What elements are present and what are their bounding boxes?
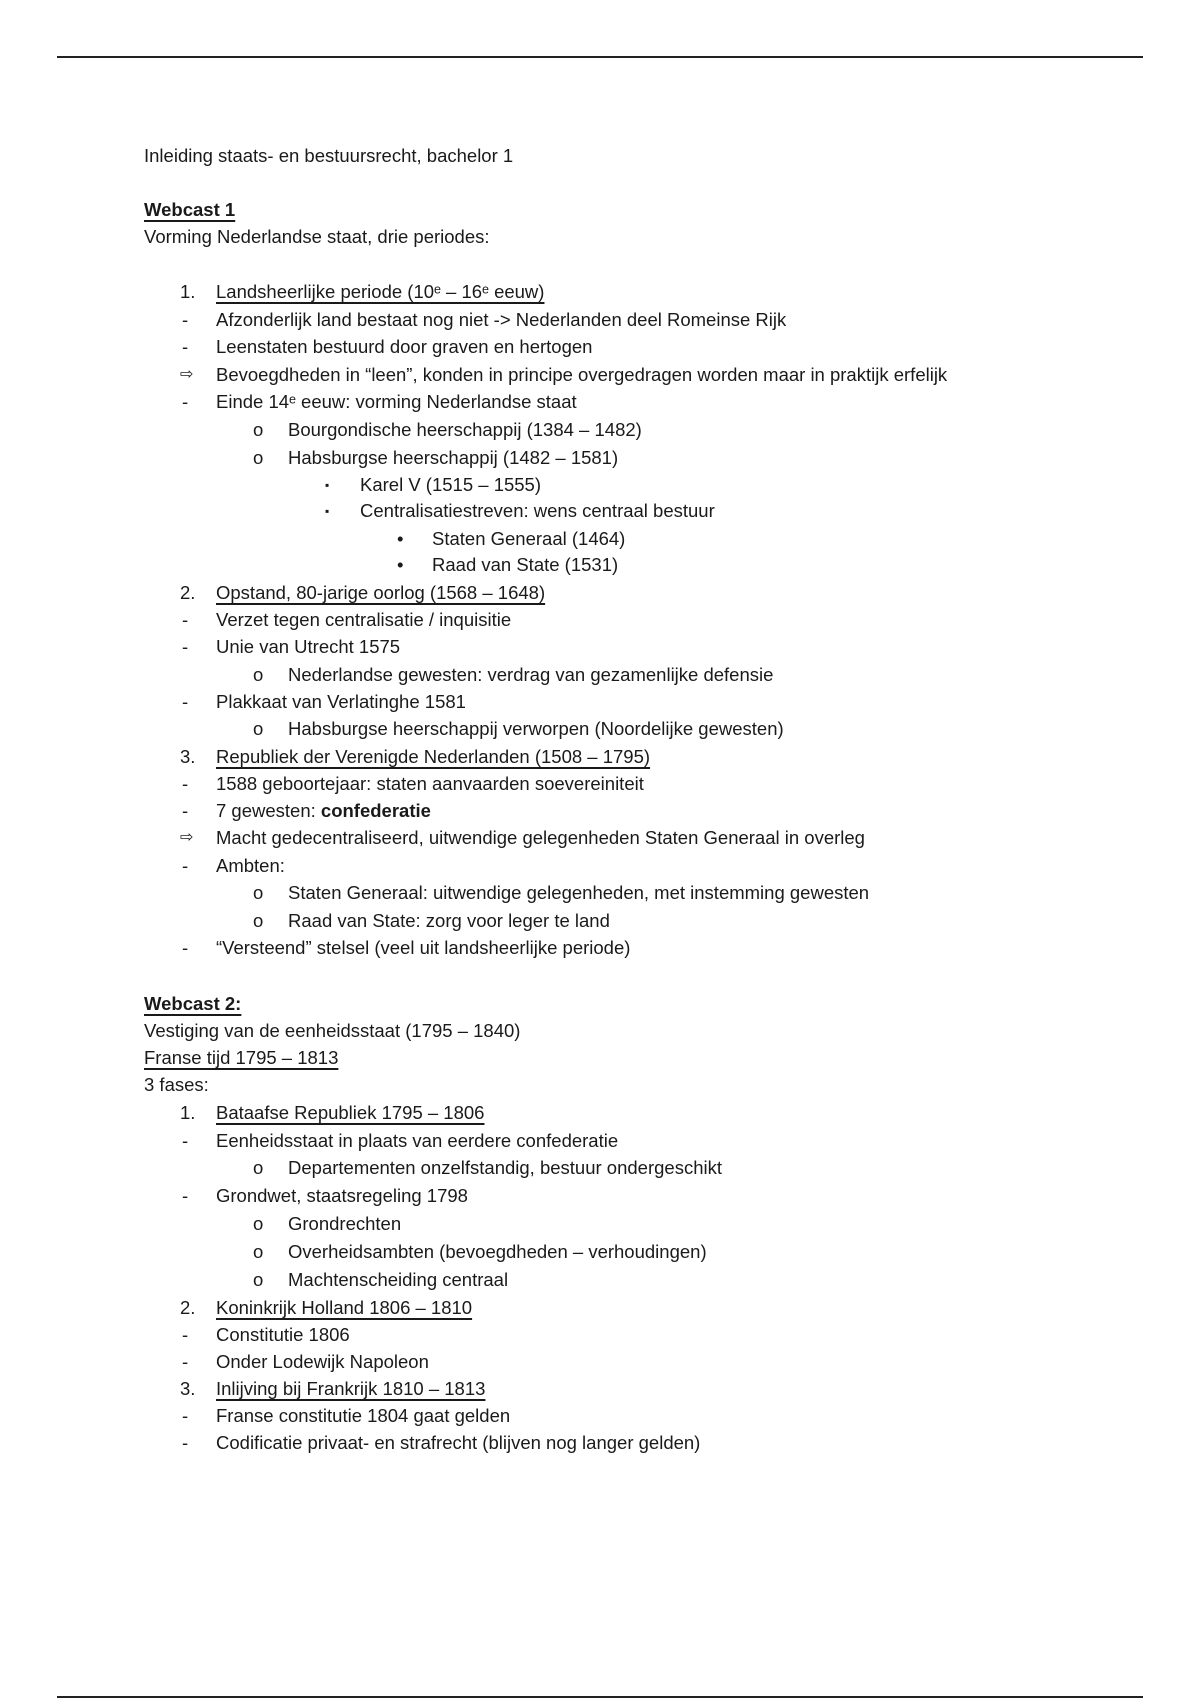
dash-bullet: - <box>182 1351 189 1372</box>
circle-bullet: o <box>253 419 264 440</box>
arrow-icon: ⇨ <box>180 366 194 383</box>
list-item-text: Bevoegdheden in “leen”, konden in principe overgedragen worden maar in praktijk erfelijk <box>216 364 948 385</box>
circle-bullet: o <box>253 1269 264 1290</box>
dash-bullet: - <box>182 391 189 412</box>
period2-title-text: Opstand, 80-jarige oorlog (1568 – 1648) <box>216 582 546 603</box>
list-number: 3. <box>180 746 196 767</box>
list-number: 3. <box>180 1378 196 1399</box>
dash-bullet: - <box>182 773 189 794</box>
list-item-text: Macht gedecentraliseerd, uitwendige gelegenheden Staten Generaal in overleg <box>216 827 865 848</box>
dot-bullet: • <box>397 554 404 575</box>
list-item-text: Departementen onzelfstandig, bestuur ondergeschikt <box>288 1157 722 1178</box>
dash-bullet: - <box>182 1324 189 1345</box>
circle-bullet: o <box>253 664 264 685</box>
circle-bullet: o <box>253 1241 264 1262</box>
list-item-text: Machtenscheiding centraal <box>288 1269 509 1290</box>
list-item-text: Grondwet, staatsregeling 1798 <box>216 1185 468 1206</box>
list-item-text: Unie van Utrecht 1575 <box>216 636 401 657</box>
list-item-text: Centralisatiestreven: wens centraal bestuur <box>360 500 715 521</box>
list-item-text: Overheidsambten (bevoegdheden – verhoudingen) <box>288 1241 707 1262</box>
circle-bullet: o <box>253 718 264 739</box>
list-item-text: Grondrechten <box>288 1213 402 1234</box>
circle-bullet: o <box>253 910 264 931</box>
title-text: Inleiding staats- en bestuursrecht, bachelor 1 <box>144 145 514 166</box>
dash-bullet: - <box>182 609 189 630</box>
franse-tijd-text: Franse tijd 1795 – 1813 <box>144 1047 339 1068</box>
list-item-text: Habsburgse heerschappij (1482 – 1581) <box>288 447 619 468</box>
list-number: 2. <box>180 582 196 603</box>
circle-bullet: o <box>253 1157 264 1178</box>
list-number: 1. <box>180 1102 196 1123</box>
fase1-title-text: Bataafse Republiek 1795 – 1806 <box>216 1102 485 1123</box>
list-item-text: Raad van State (1531) <box>432 554 619 575</box>
list-item-text: Bourgondische heerschappij (1384 – 1482) <box>288 419 642 440</box>
dash-bullet: - <box>182 336 189 357</box>
list-item-text: Franse constitutie 1804 gaat gelden <box>216 1405 511 1426</box>
list-item-text: “Versteend” stelsel (veel uit landsheerlijke periode) <box>216 937 631 958</box>
webcast1-intro-text: Vorming Nederlandse staat, drie periodes: <box>144 226 490 247</box>
dash-bullet: - <box>182 636 189 657</box>
confederatie-bold: confederatie <box>320 800 431 821</box>
dash-bullet: - <box>182 309 189 330</box>
list-item-text: Einde 14ᵉ eeuw: vorming Nederlandse staat <box>216 391 577 412</box>
list-item-text: Leenstaten bestuurd door graven en hertogen <box>216 336 593 357</box>
list-item-text: Afzonderlijk land bestaat nog niet -> Nederlanden deel Romeinse Rijk <box>216 309 787 330</box>
list-number: 1. <box>180 281 196 302</box>
list-item-text: Verzet tegen centralisatie / inquisitie <box>216 609 512 630</box>
webcast2-line-text: 3 fases: <box>144 1074 209 1095</box>
dash-bullet: - <box>182 1405 189 1426</box>
period3-title-text: Republiek der Verenigde Nederlanden (1508 – 1795) <box>216 746 651 767</box>
dash-bullet: - <box>182 855 189 876</box>
list-number: 2. <box>180 1297 196 1318</box>
list-item-text: Karel V (1515 – 1555) <box>360 474 542 495</box>
list-item-text <box>216 799 431 823</box>
list-item-text: Habsburgse heerschappij verworpen (Noordelijke gewesten) <box>288 718 784 739</box>
fase3-title-text: Inlijving bij Frankrijk 1810 – 1813 <box>216 1378 486 1399</box>
list-item-text-plain: 7 gewesten: <box>216 800 321 821</box>
dash-bullet: - <box>182 937 189 958</box>
webcast2-line-text: Vestiging van de eenheidsstaat (1795 – 1840) <box>144 1020 521 1041</box>
dash-bullet: - <box>182 800 189 821</box>
list-item-text: Codificatie privaat- en strafrecht (blijven nog langer gelden) <box>216 1432 701 1453</box>
dash-bullet: - <box>182 1432 189 1453</box>
list-item-text: Staten Generaal: uitwendige gelegenheden, met instemming gewesten <box>288 882 870 903</box>
circle-bullet: o <box>253 1213 264 1234</box>
list-item-text: Ambten: <box>216 855 285 876</box>
list-item-text: Nederlandse gewesten: verdrag van gezamenlijke defensie <box>288 664 774 685</box>
square-bullet: ▪ <box>325 478 330 492</box>
list-item-text: Constitutie 1806 <box>216 1324 350 1345</box>
dot-bullet: • <box>397 528 404 549</box>
fase2-title-text: Koninkrijk Holland 1806 – 1810 <box>216 1297 473 1318</box>
list-item-text: Eenheidsstaat in plaats van eerdere confederatie <box>216 1130 619 1151</box>
list-item-text: 1588 geboortejaar: staten aanvaarden soevereiniteit <box>216 773 644 794</box>
arrow-icon: ⇨ <box>180 829 194 846</box>
period1-title-text: Landsheerlijke periode (10ᵉ – 16ᵉ eeuw) <box>216 281 545 302</box>
circle-bullet: o <box>253 447 264 468</box>
list-item-text: Staten Generaal (1464) <box>432 528 626 549</box>
list-item-text: Raad van State: zorg voor leger te land <box>288 910 610 931</box>
dash-bullet: - <box>182 691 189 712</box>
list-item-text: Onder Lodewijk Napoleon <box>216 1351 429 1372</box>
dash-bullet: - <box>182 1185 189 1206</box>
bottom-rule <box>57 1696 1143 1698</box>
dash-bullet: - <box>182 1130 189 1151</box>
list-item-text: Plakkaat van Verlatinghe 1581 <box>216 691 466 712</box>
square-bullet: ▪ <box>325 504 330 518</box>
webcast2-heading-text: Webcast 2: <box>144 993 242 1014</box>
webcast1-heading-text: Webcast 1 <box>144 199 236 220</box>
circle-bullet: o <box>253 882 264 903</box>
